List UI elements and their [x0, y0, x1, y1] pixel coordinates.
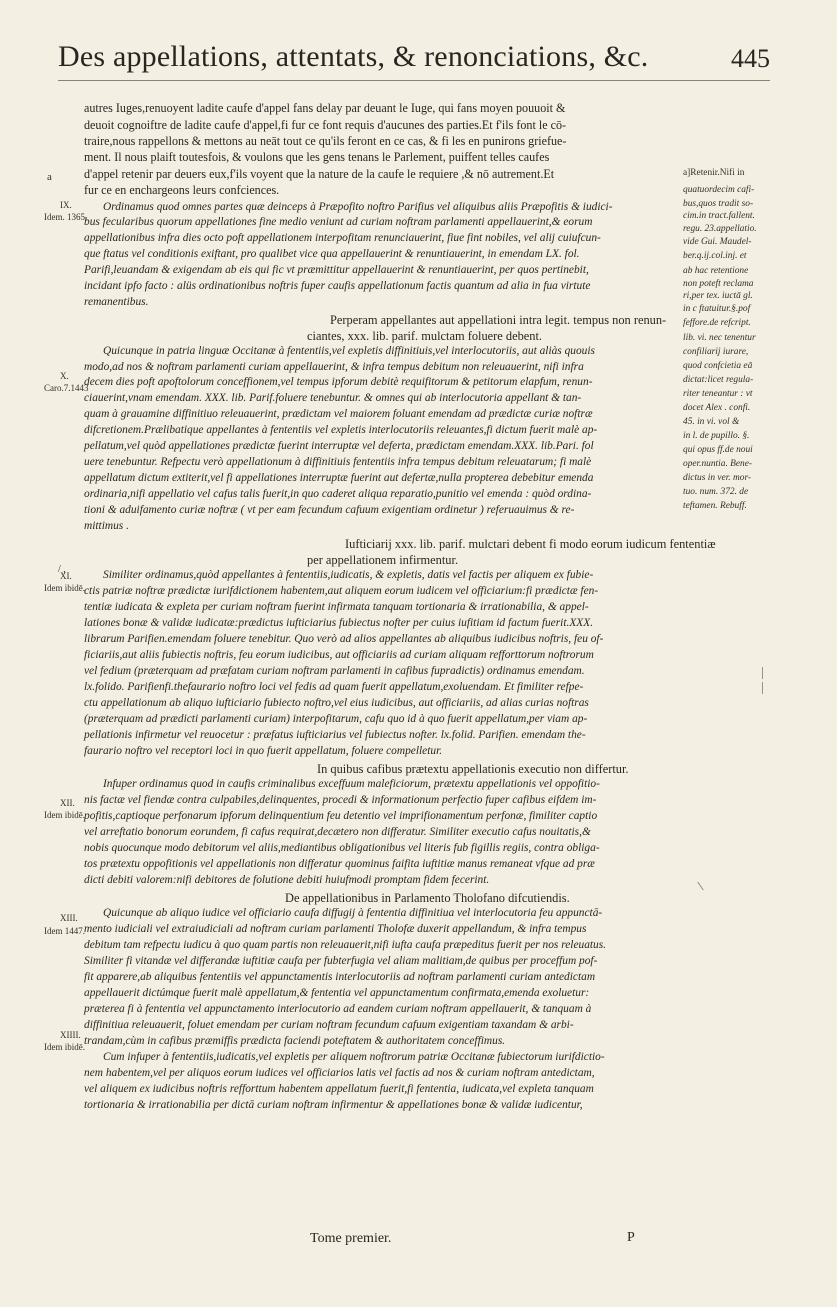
text-line: In quibus cafibus prætextu appellationis executio non differtur.	[317, 762, 629, 776]
text-line: Similiter ordinamus,quòd appellantes à fententiis,iudicatis, & expletis, datis vel factis per aliquem ex fubie-	[103, 569, 594, 581]
marginal-note-line: teftamen. Rebuff.	[683, 501, 747, 511]
text-line: modo,ad nos & noftram parlamenti curiam appellauerint, & infra tempus debitum non releuauerint, nifi infra	[84, 361, 584, 373]
text-line: Parifi,leuandam & exigendam ab eis qui fic vt præmittitur appellauerint & renuntiauerint, per quos pertinebit,	[84, 264, 589, 276]
marginal-note-line: bus,quos tradit so-	[683, 199, 754, 209]
gloss-mark: / ,	[58, 564, 66, 575]
text-line: per appellationem infirmentur.	[307, 553, 459, 567]
text-line: nis factæ vel fiendæ contra culpabiles,delinquentes, procedi & informationum perfectio fuper cafibus eifdem im-	[84, 794, 597, 806]
text-line: Iufticiarij xxx. lib. parif. mulctari debent fi modo eorum iudicum fententiæ	[345, 537, 716, 551]
text-line: pellationis infirmetur vel reuocetur : præfatus iufticiarius vel fubiectus nofter. lx.folid. Parifien. emendam the-	[84, 729, 586, 741]
marginal-note-line: ber.q.ij.col.inj. et	[683, 251, 747, 261]
article-number: X.	[60, 371, 69, 381]
text-line: vel arreftatio bonorum eorundem, fi cafus requirat,decætero non differatur. Similiter executio cafus nouitatis,&	[84, 826, 591, 838]
text-line: ment. Il nous plaift toutesfois, & voulons que les gens tenans le Parlement, puiffent telles caufes	[84, 150, 550, 164]
article-source: Idem. 1365.	[44, 212, 88, 222]
text-line: Quicunque ab aliquo iudice vel officiario caufa diffugij à fententia diffinitiua vel interlocutoria feu appunctā-	[103, 907, 603, 919]
marginal-note-line: vide Gui. Maudel-	[683, 237, 752, 247]
text-line: ctu appellationum ab aliquo iufticiario fubiecto noftro,vel eius iudicibus, aut officiariis, ad alias curias noftras	[84, 697, 589, 709]
article-source: Idem ibidē.	[44, 583, 85, 593]
text-line: fit apparere,ab aliquibus fententiis vel appunctamentis interlocutoriis ad noftram parlamenti curiam antedictam	[84, 971, 596, 983]
text-line: Ordinamus quod omnes partes quæ deinceps à Præpofito noftro Parifius vel aliquibus aliis Præpofitis & iudici-	[103, 201, 613, 213]
marginal-note-line: 45. in vi. vol &	[683, 417, 740, 427]
running-title: Des appellations, attentats, & renonciations, &c.	[58, 40, 649, 73]
marginal-note-line: lib. vi. nec tenentur	[683, 333, 756, 343]
marginal-note-line: non poteft reclama	[683, 279, 754, 289]
text-line: Cum infuper à fententiis,iudicatis,vel expletis per aliquem noftrorum patriæ Occitanæ fubiectorum iurifdictio-	[103, 1051, 605, 1063]
text-line: ordinaria,nifi appellatio vel cafus talis fuerit,in quo caderet aliqua reparatio,punitio vel emenda : quòd ordina-	[84, 488, 592, 500]
article-source: Idem ibidē.	[44, 1042, 85, 1052]
text-line: diffinitiua releuauerit, foluet emendam per curiam noftram fecundum cafuum exigentiam taxandam & arbi-	[84, 1019, 574, 1031]
text-line: d'appel retenir par deuers eux,f'ils voyent que la nature de la caufe le requiere ,& nō autrement.Et	[84, 167, 555, 181]
text-line: Quicunque in patria linguæ Occitanæ à fententiis,vel expletis diffinitiuis,vel interlocutoriis, aut aliàs quouis	[103, 345, 595, 357]
text-line: quam à grauamine diffinitiuo releuauerint, prædictam vel maiorem foluant emendam ad prædictæ curiæ noftræ	[84, 408, 593, 420]
text-line: librarum Parifien.emendam foluere tenebitur. Quo verò ad alios appellantes ab aliquibus iudicibus noftris, feu of-	[84, 633, 604, 645]
marginal-note-line: quod confcietia eā	[683, 361, 753, 371]
text-line: tioni & aduifamento curiæ noftræ ( vt per eam fecundum cafuum exigentiam ordinetur ) referuauimus & re-	[84, 504, 575, 516]
signature-mark: P	[627, 1230, 635, 1245]
margin-tick	[762, 682, 763, 694]
text-line: fur ce en enchargeons leurs confciences.	[84, 183, 280, 197]
text-line: Infuper ordinamus quod in caufis criminalibus exceffuum maleficiorum, prætextu appellationis vel oppofitio-	[103, 778, 600, 790]
marginal-note-line: riter teneantur : vt	[683, 389, 753, 399]
marginal-note-line: oper.nuntia. Bene-	[683, 459, 752, 469]
text-line: lx.folido. Parifienfi.thefaurario noftro loci vel fedis ad quam fuerit appellatum,exoluendam. Et fimiliter refpe-	[84, 681, 584, 693]
marginal-note-line: ab hac retentione	[683, 266, 749, 276]
text-line: præterea fi à fententia vel appunctamento interlocutorio ad eandem curiam noftram appellauerit, & tanquam à	[84, 1003, 592, 1015]
text-line: appellatum dictum extiterit,vel fi appellationes interruptæ fuerint aut defertæ,nulla propterea debebitur emenda	[84, 472, 594, 484]
tome-label: Tome premier.	[310, 1231, 392, 1246]
text-line: tentiæ iudicata & expleta per curiam noftram fuerint infirmata tanquam tortionaria & irrationabilia, & appel-	[84, 601, 589, 613]
text-line: ficiariis,aut aliis fubiectis noftris, feu eorum iudicibus, aut officiariis ad curiam aliquam refforttorum noftrorum	[84, 649, 594, 661]
text-line: appellationibus infra dies octo poft appellationem interpofitam renunciauerint, fiue fint nobiles, vel alij cuiufcun-	[84, 232, 601, 244]
header-rule	[58, 80, 770, 81]
text-line: tos prætextu oppofitionis vel appellationis non differatur quominus faifita iuftitiæ manus remaneat vfque ad præ	[84, 858, 595, 870]
marginal-note-line: dictus in ver. mor-	[683, 473, 752, 483]
page-number: 445	[731, 44, 770, 73]
article-number: XI.	[60, 571, 72, 581]
marginal-note-line: regu. 23.appellatio.	[683, 224, 757, 234]
marginal-note-line: a]Retenir.Nifi in	[683, 168, 745, 178]
text-line: Similiter fi vitandæ vel differandæ iuftitiæ caufa per fubterfugia vel aliam malitiam,de quibus per proceffum pof-	[84, 955, 598, 967]
text-line: traire,nous rappellons & mettons au neāt tout ce qu'ils feront en ce cas, & fi les en punirons griefue-	[84, 134, 567, 148]
text-line: vel fedium (præterquam ad præfatam curiam noftram parlamenti in cafibus fupradictis) ordinamus emendam.	[84, 665, 585, 677]
text-line: nem habentem,vel per aliquos eorum iudices vel officiarios latis vel factis ad nos & curiam noftram antedictam,	[84, 1067, 595, 1079]
marginal-note-line: qui opus ff.de noui	[683, 445, 753, 455]
article-source: Caro.7.1443	[44, 383, 89, 393]
text-line: uere tenebuntur. Refpectu verò appellationum à diffinitiuis fententiis infra tempus debitum releuatarum; fi malè	[84, 456, 592, 468]
text-line: appellauerit dictúmque fuerit malè appellatum,& fententia vel appunctamentum confirmata,emenda exoluetur:	[84, 987, 590, 999]
text-line: decem dies poft apoftolorum conceffionem,vel tempus ipforum debitè requifitorum & petitorum elapfum, renun-	[84, 376, 593, 388]
text-line: debitum tam refpectu iudicu à quo quam partis non releuauerit,nifi iufta caufa præpeditus fuerit per nos releuatus.	[84, 939, 607, 951]
text-line: deuoit cognoiftre de ladite caufe d'appel,fi fur ce font requis d'aucunes des parties.Et f'ils font le cō-	[84, 118, 567, 132]
marginal-note-line: cim.in tract.fallent.	[683, 211, 755, 221]
text-line: pellatum,vel quòd appellationes prædictæ fuerint interruptæ vel deferta, prædictam emendam.XXX. lib.Pari. fol	[84, 440, 594, 452]
text-line: ciauerint,vnam emendam. XXX. lib. Parif.foluere tenebuntur. & omnes qui ab interlocutoria appellant & tan-	[84, 392, 582, 404]
article-number: XIII.	[60, 913, 78, 923]
text-line: ciantes, xxx. lib. parif. mulctam foluere debent.	[307, 329, 542, 343]
text-line: Perperam appellantes aut appellationi intra legit. tempus non renun-	[330, 313, 667, 327]
text-line: que ftatus vel conditionis exiftant, pro qualibet vice qua appellauerint & renuntiauerint, in emendam LX. fol.	[84, 248, 580, 260]
text-line: vel aliquem ex iudicibus noftris refforttum habentem appellatum fuerit,fi fententia, iudicata,vel expleta tanquam	[84, 1083, 594, 1095]
text-line: (præterquam ad prædicti parlamenti curiam) interpofitarum, cafu quo id à quo fuerit appellatum,per viam ap-	[84, 713, 588, 725]
text-line: faurario noftro vel receptori loci in quo fuerit appellatum, foluere compelletur.	[84, 745, 443, 757]
text-line: mittimus .	[84, 520, 129, 532]
marginal-note-line: ri,per tex. iuctā gl.	[683, 291, 753, 301]
text-line: bus fecularibus quorum appellationes fine medio veniunt ad curiam noftram parlamenti appellauerint,& eorum	[84, 216, 593, 228]
text-line: pofitis,captioque perfonarum ipforum delinquentium feu detentio vel imprifionamentum perfonæ, fimiliter captio	[84, 810, 598, 822]
text-line: mento iudiciali vel extraiudiciali ad noftram curiam parlamenti Tholofæ duxerit appellandum, & infra tempus	[84, 923, 587, 935]
text-line: nobis quocunque modo debitorum vel aliis,mediantibus obligationibus vel literis fub figillis regiis, contra obliga-	[84, 842, 600, 854]
marginal-note-line: feffore.de refcript.	[683, 318, 751, 328]
gloss-letter: a	[47, 171, 52, 183]
marginal-note-line: in l. de pupillo. §.	[683, 431, 750, 441]
marginal-note-line: confiliarij iurare,	[683, 347, 749, 357]
text-line: dicti debiti valorem:nifi debitores de folutione debiti huiufmodi promptam fidem fecerint.	[84, 874, 490, 886]
text-line: difcretionem.Prælibatique appellantes à fententiis vel expletis interlocutoriis releuantes,fi dictum fuerit malè ap-	[84, 424, 598, 436]
text-line: incidant ipfo facto : alüs ordinationibus noftris fuper caufis appellationum factis quantum ad alia in fua virtute	[84, 280, 591, 292]
text-line: lationes bonæ & validæ iudicatæ:prædictus iufticiarius fubiectus nofter per cuius iufitiam id factum fuerit.XXX.	[84, 617, 594, 629]
text-line: tortionaria & irrationabilia per dictā curiam noftram infirmentur & appellationes bonæ & validæ iudicentur,	[84, 1099, 583, 1111]
article-source: Idem 1447.	[44, 926, 85, 936]
marginal-note-line: quatuordecim cafi-	[683, 185, 755, 195]
text-line: trandam,cùm in cafibus præmiffis prædicta faciendi poteftatem & authoritatem conceffimus.	[84, 1035, 506, 1047]
page-header	[58, 40, 770, 80]
marginal-note-line: in c ftatuitur.§.pof	[683, 304, 751, 314]
marginal-note-line: tuo. num. 372. de	[683, 487, 749, 497]
text-line: autres Iuges,renuoyent ladite caufe d'appel fans delay par deuant le Iuge, qui fans moyen pouuoit &	[84, 101, 566, 115]
text-line: De appellationibus in Parlamento Tholofano difcutiendis.	[285, 891, 570, 905]
article-number: IX.	[60, 200, 72, 210]
marginal-note-line: docet Alex . confi.	[683, 403, 751, 413]
text-line: remanentibus.	[84, 296, 149, 308]
text-line: ctis patriæ noftræ prædictæ iurifdictionem habentem,aut aliquem eorum iudicem vel officiarium:fi prædictæ fen-	[84, 585, 599, 597]
margin-tick	[762, 667, 763, 679]
article-source: Idem ibidē.	[44, 810, 85, 820]
article-number: XIIII.	[60, 1030, 81, 1040]
article-number: XII.	[60, 798, 75, 808]
marginal-note-line: dictat:licet regula-	[683, 375, 754, 385]
